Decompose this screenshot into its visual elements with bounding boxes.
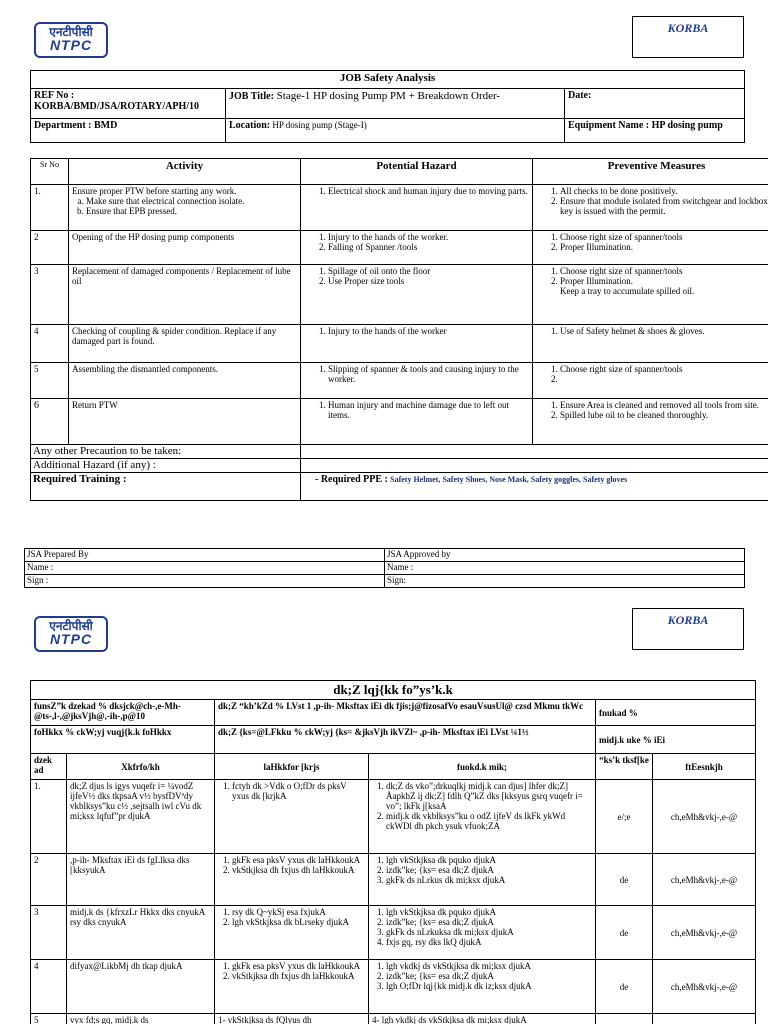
row-hazard [301,399,533,445]
jsa-activity-table [30,158,768,501]
additional-hazard-value [301,459,768,473]
hazard-item: 2. Use Proper size tools [328,276,529,286]
row-measures [369,960,596,1014]
prepared-sign: Sign : [25,575,385,588]
row-sr: 4 [31,960,67,1014]
measure-item: 2. midj.k dk vkblksys”ku o odZ ijfeV ds lkFk ykWd ckWDl dh pkch ysuk vfuok;ZA [386,811,592,831]
approved-by: JSA Approved by [385,549,745,562]
measure-item: 2. Proper Illumination. [560,242,768,252]
hindi-ref: funsZ”k dzekad % dksjck@ch-,e-Mh-@ts-,l-,@jksVjh@,-ih-,p@10 [31,700,215,726]
jsa-table [30,70,745,143]
hindi-header-activity: Xkfrfo/kh [67,754,215,780]
measure-item: 1. Use of Safety helmet & shoes & gloves. [560,326,768,336]
hazard-item: 1. Injury to the hands of the worker. [328,232,529,242]
hazard-item: 1. Slipping of spanner & tools and causing injury to the worker. [328,364,529,384]
row-hazard [301,363,533,399]
row-responsible [653,1014,756,1024]
row-area: de [596,906,653,960]
table-row [31,265,768,325]
logo-text: NTPC [49,37,93,53]
row-activity: Return PTW [69,399,301,445]
row-hazard [215,854,369,906]
location-label: Location: [229,120,271,131]
hindi-job-title: dk;Z “kh’kZd % LVst 1 ,p-ih- Mksftax iEi dk fjis;j@fizosafVo esauVsusUl@ czsd Mkmu tkWc [215,700,596,726]
measure-item: 3. gkFk ds nLrkuksa dk mi;ksx djukA [386,927,592,937]
measure-item: 2. izdk”ke; {ks= esa dk;Z djukA [386,917,592,927]
measure-item: 1. lgh vkStkjksa dk pquko djukA [386,855,592,865]
ntpc-logo [34,22,108,58]
row-measures [533,399,768,445]
measure-item: 3. gkFk ds nLrkus dk mi;ksx djukA [386,875,592,885]
row-activity: dk;Z djus ls igys vuqefr i= ¼vodZ ijfeV½ dks tkpsaA v½ bysfDVªdy vkblksys”ku c½ ,sejtsalh iwl cVu dk mi;ksx lqfuf”pr djukA [67,780,215,854]
required-ppe-cell [301,473,768,501]
logo-hindi-text: एनटीपीसी [49,619,93,633]
row-hazard: 1- vkStkjksa ds fQlyus dh [215,1014,369,1024]
row-area: de [596,960,653,1014]
row-responsible: ch,eMh&vkj-,e-@ [653,780,756,854]
row-hazard [215,960,369,1014]
row-measures: 4- lgh vkdkj ds vkStkjksa dk mi;ksx djukA [369,1014,596,1024]
table-row [31,231,768,265]
site-name: KORBA [667,613,709,627]
measure-item [560,374,768,384]
row-activity: Opening of the HP dosing pump components [69,231,301,265]
ref-value: KORBA/BMD/JSA/ROTARY/APH/10 [34,101,200,112]
hindi-jsa-table [30,680,756,1024]
row-activity: midj.k ds {kfrxzLr Hkkx dks cnyukA rsy dks cnyukA [67,906,215,960]
hazard-item: 1. rsy dk Q~ykSj esa fxjukA [232,907,365,917]
hazard-item: 2. lgh vkStkjksa dk bLrseky djukA [232,917,365,927]
row-sr: 4 [31,325,69,363]
row-hazard [301,265,533,325]
header-measures: Preventive Measures [533,159,768,185]
signoff-table [24,548,745,588]
row-activity [69,185,301,231]
hazard-item: 2. Falling of Spanner /tools [328,242,529,252]
site-box [632,608,744,650]
activity-text: Ensure proper PTW before starting any work. [72,186,237,196]
measure-item: 1. All checks to be done positively. [560,186,768,196]
row-sr: 5 [31,363,69,399]
header-sr: Sr No [31,159,69,185]
row-activity: ,p-ih- Mksftax iEi ds fgLlksa dks [kksyukA [67,854,215,906]
hindi-header-measures: fuokd.k mik; [369,754,596,780]
approved-sign: Sign: [385,575,745,588]
row-sr: 1. [31,185,69,231]
hindi-header-area: “ks’k tksf[ke [596,754,653,780]
hindi-header-hazard: laHkkfor [krjs [215,754,369,780]
row-measures [533,185,768,231]
hazard-item: 1. gkFk esa pksV yxus dk laHkkoukA [232,855,365,865]
row-measures [369,854,596,906]
row-sr: 3 [31,265,69,325]
activity-sub-item: a. Make sure that electrical connection isolate. [86,196,297,206]
hazard-item: 1. Electrical shock and human injury due to moving parts. [328,186,529,196]
table-row [31,780,756,854]
hazard-item: 1. Injury to the hands of the worker [328,326,529,336]
row-sr: 1. [31,780,67,854]
measure-item: 1. Ensure Area is cleaned and removed all tools from site. [560,400,768,410]
other-precaution: Any other Precaution to be taken: [31,445,301,459]
row-measures [369,780,596,854]
measure-note: Keep a tray to accumulate spilled oil. [560,286,695,296]
table-row [31,1014,756,1024]
logo-text: NTPC [49,631,93,647]
measure-item: 2. izdk”ke; {ks= esa dk;Z djukA [386,865,592,875]
row-hazard [215,780,369,854]
measure-item: 1. dk;Z ds vko”;drkuqlkj midj.k can djus] lhfer dk;Z] ÅapkbZ ij dk;Z] fdlh Q”kZ dks [kksyus gsrq vuqefr i= vo”; lkFk j[ksaA [386,781,592,811]
site-name: KORBA [667,21,709,35]
row-measures [533,231,768,265]
date-label: Date: [565,89,745,119]
approved-name: Name : [385,562,745,575]
hindi-header-responsible: ftEesnkjh [653,754,756,780]
row-activity: Replacement of damaged components / Replacement of lube oil [69,265,301,325]
row-hazard [301,185,533,231]
hindi-location: dk;Z {ks=@LFkku % ckW;yj {ks= &jksVjh ikVZl~ ,p-ih- Mksftax iEi LVst ¼1½ [215,726,596,754]
row-area [596,1014,653,1024]
additional-hazard: Additional Hazard (if any) : [31,459,301,473]
row-hazard [215,906,369,960]
measure-item: 3. lgh O;fDr lqj{kk midj.k dk iz;ksx djukA [386,981,592,991]
required-ppe-label: - Required PPE : [315,474,388,485]
required-training: Required Training : [31,473,301,501]
hazard-item: 2. vkStkjksa dh fxjus dh laHkkoukA [232,865,365,875]
measure-item: 1. Choose right size of spanner/tools [560,364,768,374]
row-responsible: ch,eMh&vkj-,e-@ [653,854,756,906]
job-title-label: JOB Title: [229,91,274,102]
row-area: e/;e [596,780,653,854]
measure-item: 2. Proper Illumination. [560,276,768,286]
job-title-cell [226,89,565,119]
row-hazard [301,325,533,363]
table-row [31,960,756,1014]
department: Department : BMD [31,119,226,143]
measure-item: 1. Choose right size of spanner/tools [560,232,768,242]
row-sr: 6 [31,399,69,445]
measure-item: 2. Spilled lube oil to be cleaned thoroughly. [560,410,768,420]
hindi-department: foHkkx % ckW;yj vuqj{k.k foHkkx [31,726,215,754]
row-area: de [596,854,653,906]
table-row [31,906,756,960]
table-row [31,185,768,231]
equipment-name: Equipment Name : HP dosing pump [565,119,745,143]
row-hazard [301,231,533,265]
row-activity: difyax@LikbMj dh tkap djukA [67,960,215,1014]
activity-sub-item: b. Ensure that EPB pressed. [86,206,297,216]
measure-item: 1. Choose right size of spanner/tools [560,266,768,276]
table-row [31,363,768,399]
required-ppe-value: Safety Helmet, Safety Shoes, Nose Mask, Safety goggles, Safety gloves [390,475,628,484]
location-value: HP dosing pump (Stage-I) [272,120,367,130]
row-activity: Assembling the dismantled components. [69,363,301,399]
row-responsible: ch,eMh&vkj-,e-@ [653,960,756,1014]
hindi-equipment: midj.k uke % iEi [596,726,756,754]
row-activity: vyx fd;s gq, midj.k ds [67,1014,215,1024]
table-row [31,325,768,363]
hazard-item: 1. gkFk esa pksV yxus dk laHkkoukA [232,961,365,971]
prepared-name: Name : [25,562,385,575]
row-activity: Checking of coupling & spider condition. Replace if any damaged part is found. [69,325,301,363]
measure-item: 1. lgh vkdkj ds vkStkjksa dk mi;ksx djukA [386,961,592,971]
hazard-item: 1. Spillage of oil onto the floor [328,266,529,276]
hindi-header-sr: dzek ad [31,754,67,780]
row-responsible: ch,eMh&vkj-,e-@ [653,906,756,960]
site-box [632,16,744,58]
prepared-by: JSA Prepared By [25,549,385,562]
ref-cell [31,89,226,119]
row-sr: 2 [31,231,69,265]
jsa-title: JOB Safety Analysis [31,71,745,89]
hindi-title: dk;Z lqj{kk fo”ys’k.k [31,681,756,700]
hazard-item: 2. vkStkjksa dh fxjus dh laHkkoukA [232,971,365,981]
row-measures [533,325,768,363]
table-row [31,399,768,445]
hindi-date: fnukad % [596,700,756,726]
job-title-value: Stage-1 HP dosing Pump PM + Breakdown Order- [276,90,501,102]
row-measures [533,265,768,325]
header-hazard: Potential Hazard [301,159,533,185]
measure-item: 1. lgh vkStkjksa dk pquko djukA [386,907,592,917]
ref-label: REF No : [34,90,75,101]
measure-item: 2. Ensure that module isolated from switchgear and lockbox key is issued with the permit. [560,196,768,216]
measure-item: 2. izdk”ke; {ks= esa dk;Z djukA [386,971,592,981]
row-sr: 2 [31,854,67,906]
row-measures [369,906,596,960]
location-cell [226,119,565,143]
row-sr: 5 [31,1014,67,1024]
row-sr: 3 [31,906,67,960]
table-row [31,854,756,906]
header-activity: Activity [69,159,301,185]
hazard-item: 1. Human injury and machine damage due to left out items. [328,400,529,420]
row-measures [533,363,768,399]
ntpc-logo [34,616,108,652]
other-precaution-value [301,445,768,459]
logo-hindi-text: एनटीपीसी [49,25,93,39]
hazard-item: 1. fctyh dk >Vdk o O;fDr ds pksV yxus dk [krjkA [232,781,365,801]
measure-item: 4. fxjs gq, rsy dks lkQ djukA [386,937,592,947]
